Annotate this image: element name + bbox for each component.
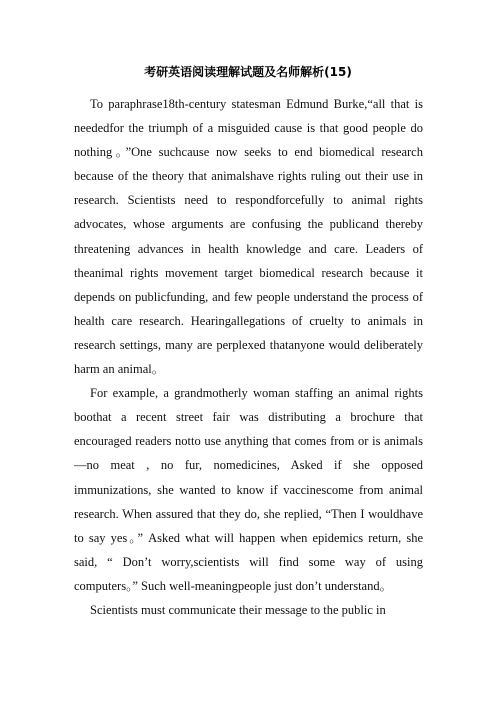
- document-body: [74, 92, 423, 622]
- paragraph-3: Scientists must communicate their message to the public in: [90, 602, 386, 617]
- paragraph-2: For example, a grandmotherly woman staffing an animal rights boothat a recent street fair was distributing a brochure that encouraged readers notto use anything that comes from or is animals—no meat , no fur, nomedicines, Asked if she opposed immunizations, she wanted to know if vaccinescome from animal research. When assured that they do, she replied, “Then I wouldhave to say yes。” Asked what will happen when epidemics return, she said, “ Don’t worry,scientists will find some way of using computers。” Such well-meaningpeople just don’t understand。: [74, 386, 423, 593]
- paragraph-1: To paraphrase18th-century statesman Edmund Burke,“all that is neededfor the triumph of a misguided cause is that good people do nothing。”One suchcause now seeks to end biomedical research because of the theory that animalshave rights ruling out their use in research. Scientists need to respondforcefully to animal rights advocates, whose arguments are confusing the publicand thereby threatening advances in health knowledge and care. Leaders of theanimal rights movement target biomedical research because it depends on publicfunding, and few people understand the process of health care research. Hearingallegations of cruelty to animals in research settings, many are perplexed thatanyone would deliberately harm an animal。: [74, 97, 423, 377]
- document-title: 考研英语阅读理解试题及名师解析(15): [144, 65, 352, 79]
